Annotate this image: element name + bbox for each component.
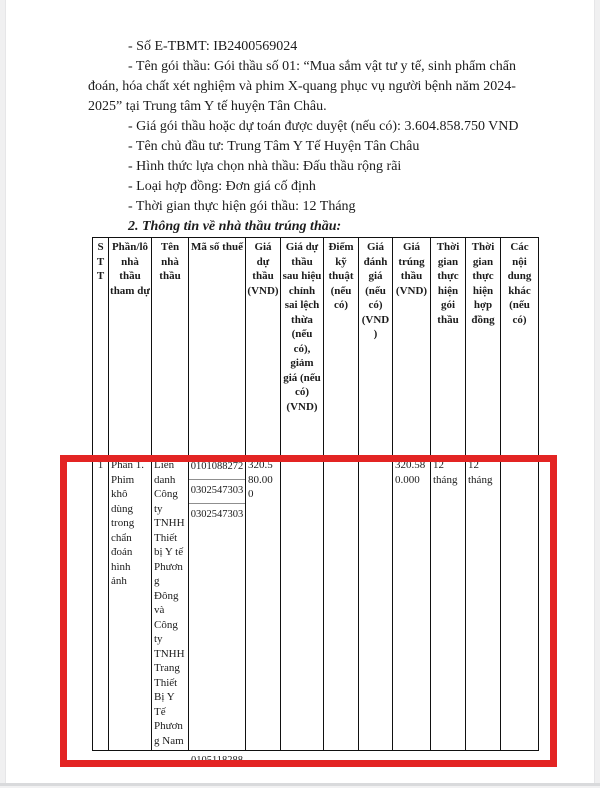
page-left-edge [0,0,6,788]
col-header-diem-ky-thuat: Điểm kỹ thuật (nếu có) [324,238,359,456]
line-hinh-thuc: - Hình thức lựa chọn nhà thầu: Đấu thầu rộng rãi [128,159,402,174]
col-header-ma-so-thue: Mã số thuế [189,238,246,456]
col-header-phan-lo: Phần/lô nhà thầu tham dự [109,238,152,456]
col-header-gia-du-thau-sau: Giá dự thầu sau hiệu chỉnh sai lệch thừa (nếu có), giảm giá (nếu có) (VND) [281,238,324,456]
cell-gia-danh-gia [359,456,393,751]
line-ten-goi-thau: - Tên gói thầu: Gói thầu số 01: “Mua sắm vật tư y tế, sinh phẩm chẩn đoán, hóa chất xét nghiệm và phim X-quang phục vụ người bệnh năm 2024-2025” tại Trung tâm Y tế huyện Tân Châu. [88,59,516,114]
tax-id: 0302547303 [189,480,245,504]
cell-thoi-gian-hop-dong: 12 tháng [466,456,501,751]
cell-noi-dung-khac [501,456,539,751]
tax-id: 0302547303 [190,509,244,520]
section-heading: 2. Thông tin về nhà thầu trúng thầu: [128,219,342,234]
line-loai-hop-dong: - Loại hợp đồng: Đơn giá cố định [128,179,316,194]
col-header-noi-dung-khac: Các nội dung khác (nếu có) [501,238,539,456]
page-right-edge [594,0,600,788]
cell-gia-du-thau-sau [281,456,324,751]
col-header-thoi-gian-hop-dong: Thời gian thực hiện hợp đồng [466,238,501,456]
cell-stt: 1 [93,456,109,751]
tax-id: 0101088272 [189,456,245,480]
tax-id-overflow: 0105118288 [190,755,244,766]
line-gia-goi-thau: - Giá gói thầu hoặc dự toán được duyệt (nếu có): 3.604.858.750 VND [128,119,519,134]
winning-bidder-table [92,237,539,751]
cell-ma-so-thue [189,456,246,751]
col-header-gia-du-thau: Giá dự thầu (VND) [246,238,281,456]
cell-diem-ky-thuat [324,456,359,751]
col-header-ten-nha-thau: Tên nhà thầu [152,238,189,456]
cell-gia-trung-thau: 320.580.000 [393,456,431,751]
col-header-stt: STT [93,238,109,456]
line-so-etbmt: - Số E-TBMT: IB2400569024 [128,39,298,54]
table-row [93,456,539,751]
col-header-thoi-gian-goi-thau: Thời gian thực hiện gói thầu [431,238,466,456]
col-header-gia-danh-gia: Giá đánh giá (nếu có) (VND) [359,238,393,456]
cell-ten-nha-thau: Liên danh Công ty TNHH Thiết bị Y tế Phương Đông và Công ty TNHH Trang Thiết Bị Y Tế Phương Nam [152,456,189,751]
line-chu-dau-tu: - Tên chủ đầu tư: Trung Tâm Y Tế Huyện Tân Châu [128,139,420,154]
table-header-row [93,238,539,456]
cell-thoi-gian-goi-thau: 12 tháng [431,456,466,751]
document-body [88,37,548,236]
cell-phan-lo: Phần 1. Phim khô dùng trong chẩn đoán hình ảnh [109,456,152,751]
col-header-gia-trung-thau: Giá trúng thầu (VND) [393,238,431,456]
line-thoi-gian: - Thời gian thực hiện gói thầu: 12 Tháng [128,199,356,214]
cell-gia-du-thau: 320.580.000 [246,456,281,751]
